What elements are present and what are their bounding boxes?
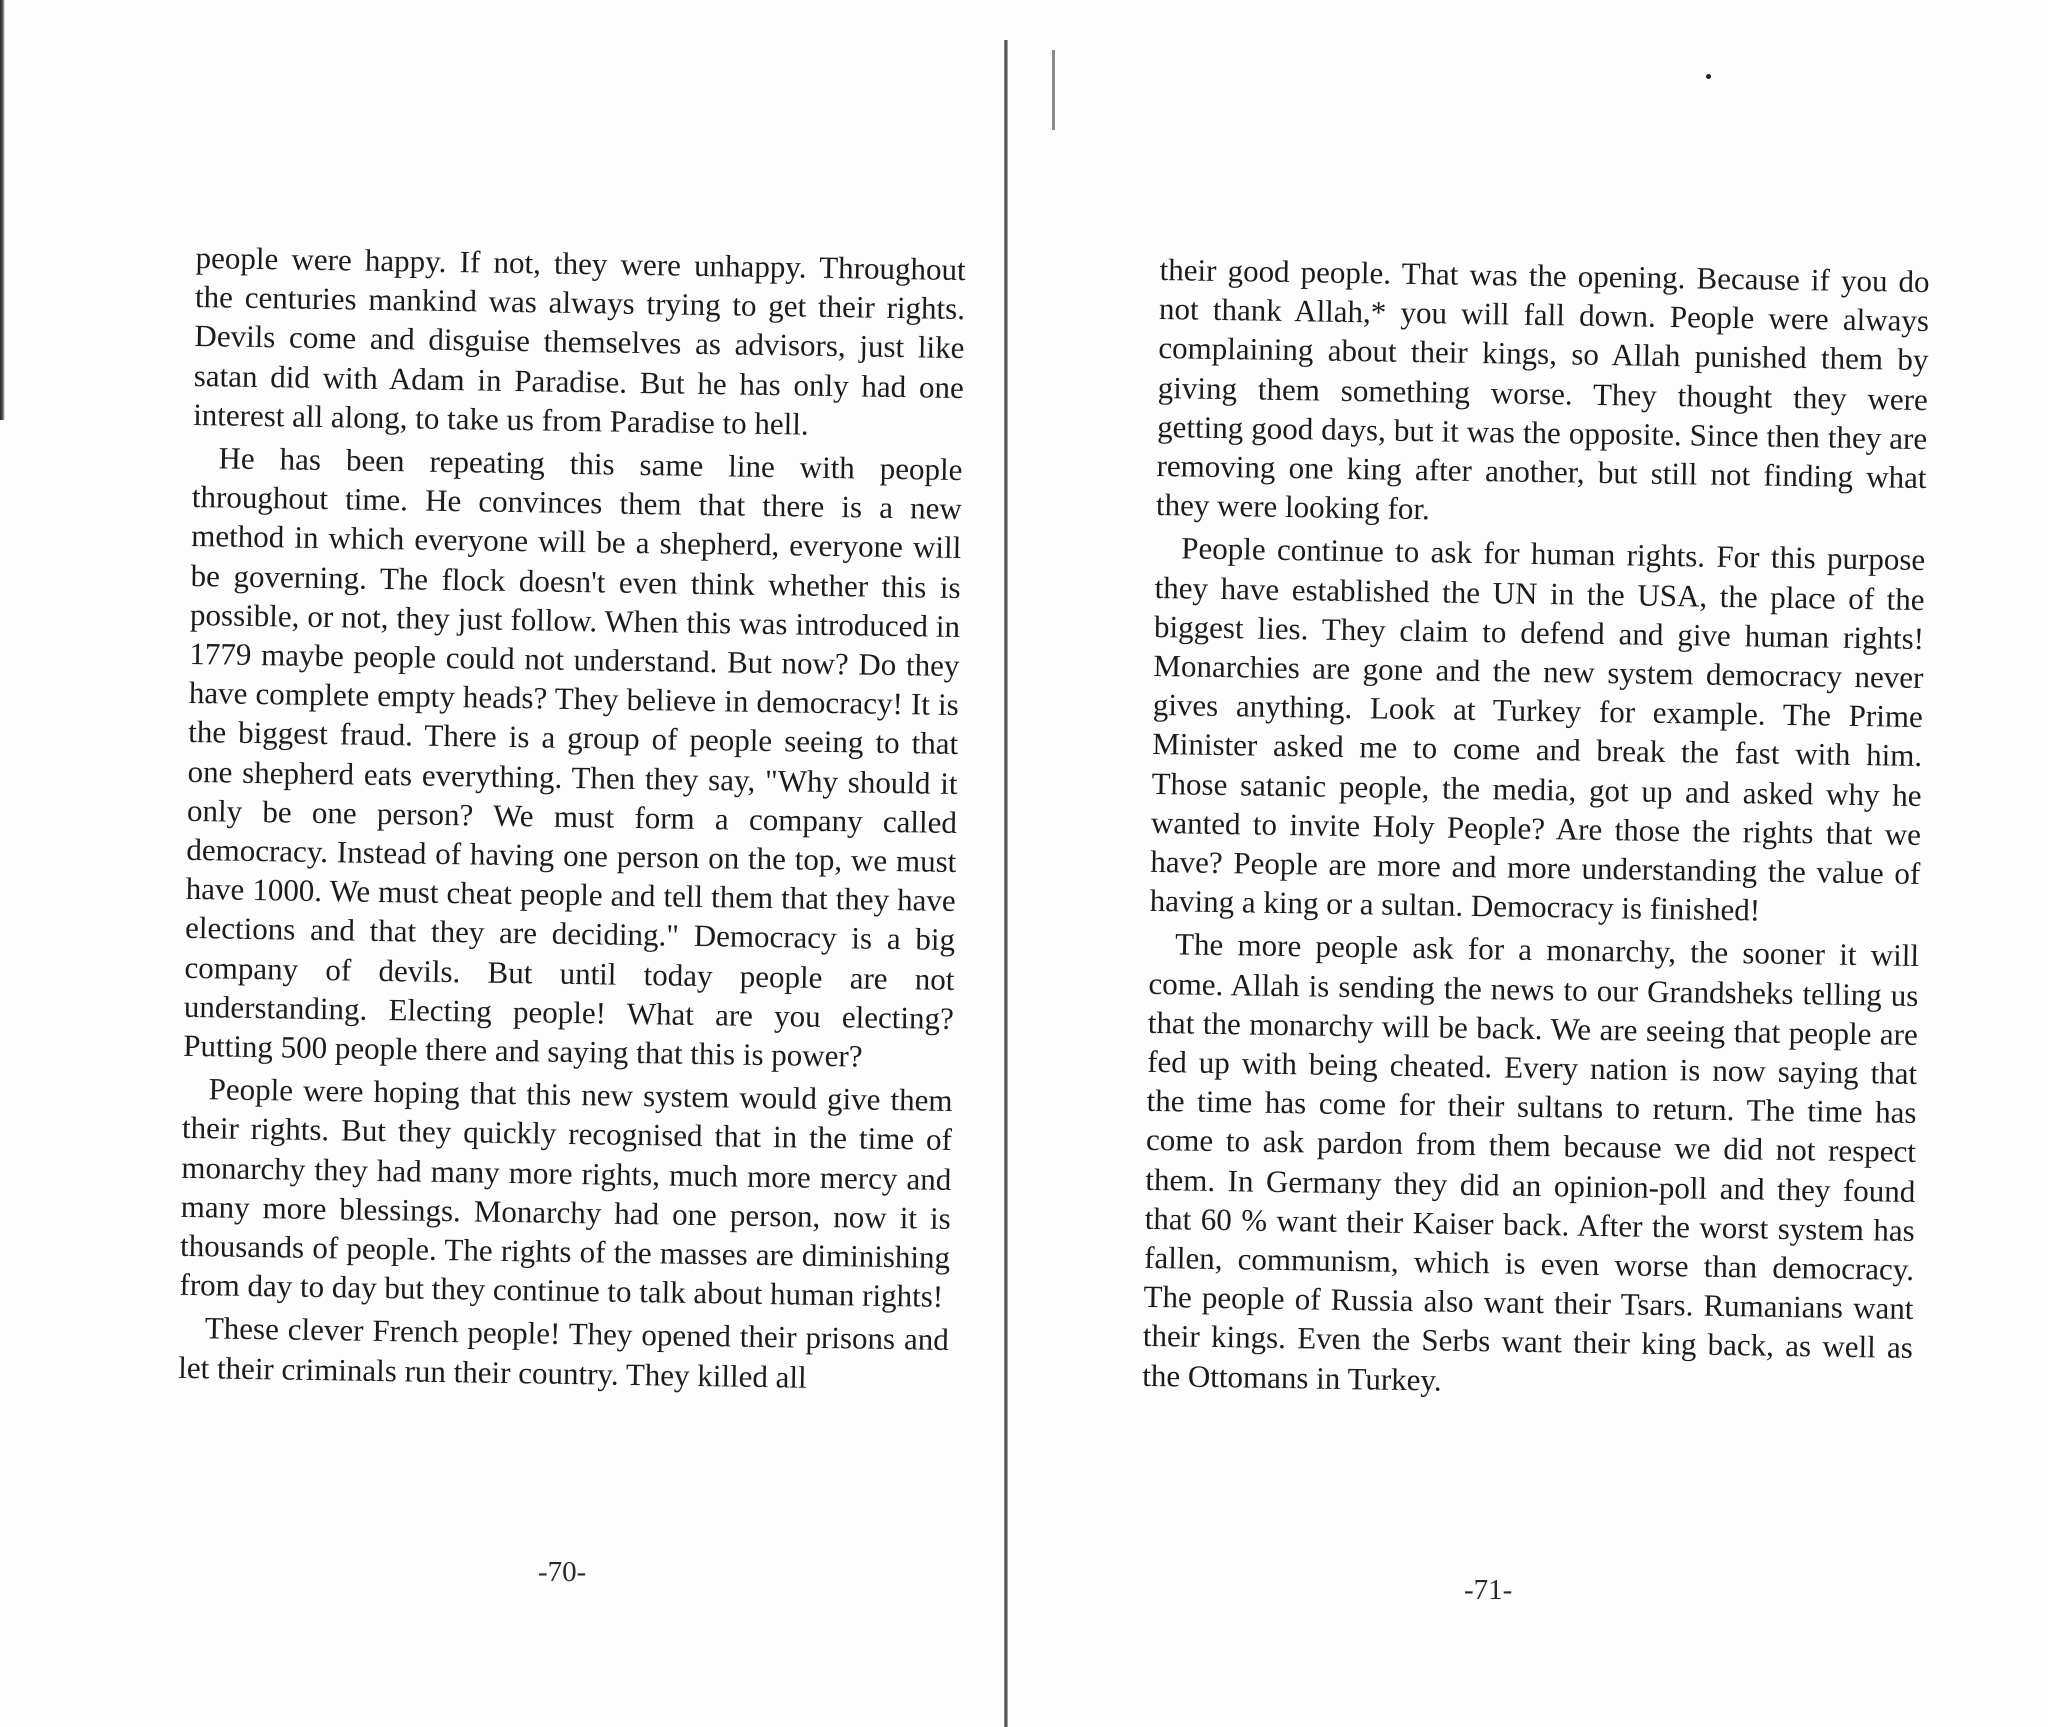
- paragraph: People were hoping that this new system would give them their rights. But they quickly recognised that in the time of monarchy they had many more rights, much more mercy and many more blessings. Monarchy had one person, now it is thousands of people. The rights of the masses are diminishing from day to day but they continue to talk about human rights!: [179, 1071, 953, 1315]
- paragraph: The more people ask for a monarchy, the sooner it will come. Allah is sending the news to our Grandsheks telling us that the monarchy will be back. We are seeing that people are fed up with being cheated. Every nation is now saying that the time has come for their sultans to return. The time has come to ask pardon from them because we did not respect them. In Germany they did an opinion-poll and they found that 60 % want their Kaiser back. After the worst system has fallen, communism, which is even worse than democracy. The people of Russia also want their Tsars. Rumanians want their kings. Even the Serbs want their king back, as well as the Ottomans in Turkey.: [1142, 926, 1920, 1398]
- paragraph: people were happy. If not, they were unhappy. Throughout the centuries mankind was always trying to get their rights. Devils come and disguise themselves as advisors, just like satan did with Adam in Paradise. But he has only had one interest all along, to take us from Paradise to hell.: [192, 239, 966, 442]
- left-page-body: [178, 238, 966, 1403]
- right-page-body: [1142, 250, 1930, 1411]
- scan-speck: [1706, 74, 1711, 79]
- gutter-mark: [1052, 50, 1055, 130]
- page-number-left: -70-: [538, 1556, 587, 1588]
- page-number-right: -71-: [1464, 1574, 1513, 1606]
- paragraph: People continue to ask for human rights. For this purpose they have established the UN in the USA, the place of the biggest lies. They claim to defend and give human rights! Monarchies are gone and the new system democracy never gives anything. Look at Turkey for example. The Prime Minister asked me to come and break the fast with him. Those satanic people, the media, got up and asked why he wanted to invite Holy People? Are those the rights that we have? People are more and more understanding the value of having a king or a sultan. Democracy is finished!: [1149, 530, 1926, 928]
- paragraph: These clever French people! They opened their prisons and let their criminals run their country. They killed all: [177, 1310, 950, 1395]
- book-gutter: [1004, 40, 1008, 1727]
- scan-edge-shadow: [0, 0, 5, 420]
- paragraph: He has been repeating this same line with people throughout time. He convinces them that there is a new method in which everyone will be a shepherd, everyone will be governing. The flock doesn't even think whether this is possible, or not, they just follow. When this was introduced in 1779 maybe people could not understand. But now? Do they have complete empty heads? They believe in democracy! It is the biggest fraud. There is a group of people seeing to that one shepherd eats everything. Then they say, "Why should it only be one person? We must form a company called democracy. Instead of having one person on the top, we must have 1000. We must cheat people and tell them that they have elections and that they are deciding." Democracy is a big company of devils. But until today people are not understanding. Electing people! What are you electing? Putting 500 people there and saying that this is power?: [183, 440, 963, 1074]
- paragraph: their good people. That was the opening. Because if you do not thank Allah,* you will fall down. People were always complaining about their kings, so Allah punished them by giving them something worse. They thought they were getting good days, but it was the opposite. Since then they are removing one king after another, but still not finding what they were looking for.: [1155, 251, 1930, 527]
